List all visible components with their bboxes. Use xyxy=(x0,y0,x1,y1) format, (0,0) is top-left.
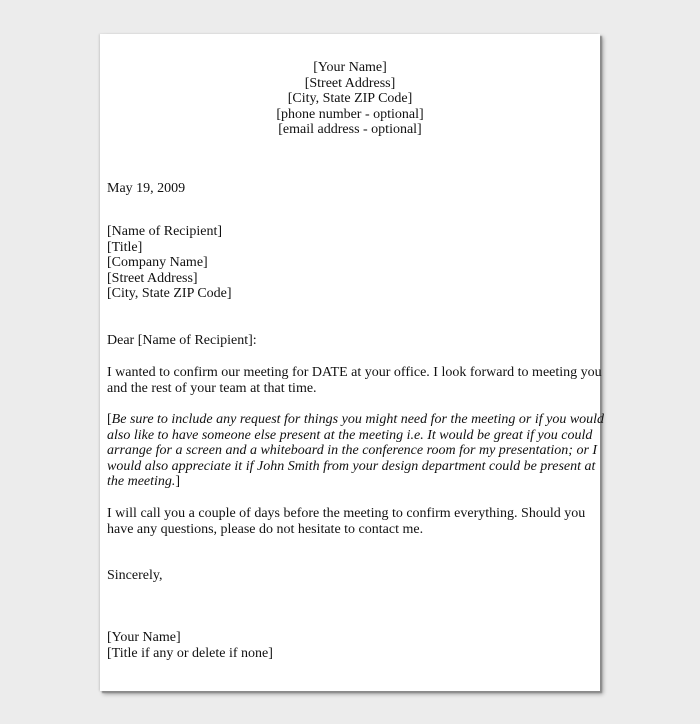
sender-city-state-zip: [City, State ZIP Code] xyxy=(287,91,413,107)
paragraph-line xyxy=(107,412,605,428)
paragraph-line: I will call you a couple of days before the meeting to confirm everything. Should you xyxy=(107,506,586,521)
paragraph-instructions xyxy=(107,412,605,490)
recipient-city-state-zip: [City, State ZIP Code] xyxy=(107,286,232,302)
recipient-name: [Name of Recipient] xyxy=(107,224,223,239)
recipient-company: [Company Name] xyxy=(107,255,208,271)
paragraph-confirm-meeting xyxy=(107,365,602,396)
signature-name: [Your Name] xyxy=(107,630,181,645)
sender-address-block xyxy=(100,60,600,138)
sender-name: [Your Name] xyxy=(313,60,387,75)
paragraph-line: I wanted to confirm our meeting for DATE at your office. I look forward to meeting you xyxy=(107,365,602,380)
sender-phone: [phone number - optional] xyxy=(276,106,424,122)
paragraph-line: would also appreciate it if John Smith from your design department could be present at xyxy=(107,458,596,474)
sender-email: [email address - optional] xyxy=(278,122,422,138)
paragraph-follow-up xyxy=(107,506,597,537)
signature-title: [Title if any or delete if none] xyxy=(107,645,273,661)
instruction-text: Be sure to include any request for things you might need for the meeting or if you would xyxy=(111,412,605,427)
paragraph-line: and the rest of your team at that time. xyxy=(107,380,317,396)
paragraph-line: have any questions, please do not hesitate to contact me. xyxy=(107,521,424,537)
letter-page xyxy=(100,34,605,691)
recipient-street-address: [Street Address] xyxy=(107,270,198,286)
close-bracket: ] xyxy=(175,474,181,490)
open-bracket: [ xyxy=(107,412,112,427)
closing: Sincerely, xyxy=(107,568,163,583)
recipient-title: [Title] xyxy=(107,239,143,255)
salutation: Dear [Name of Recipient]: xyxy=(107,333,257,348)
sender-street-address: [Street Address] xyxy=(304,75,396,91)
signature-block xyxy=(107,630,273,661)
paragraph-line: arrange for a screen and a whiteboard in the conference room for my presentation; or I xyxy=(107,443,598,459)
instruction-text: the meeting. xyxy=(107,474,176,490)
paragraph-line: also like to have someone else present at the meeting i.e. It would be great if you could xyxy=(107,427,593,443)
letter-date: May 19, 2009 xyxy=(107,181,186,196)
paragraph-line xyxy=(107,474,597,490)
recipient-address-block xyxy=(107,224,232,302)
